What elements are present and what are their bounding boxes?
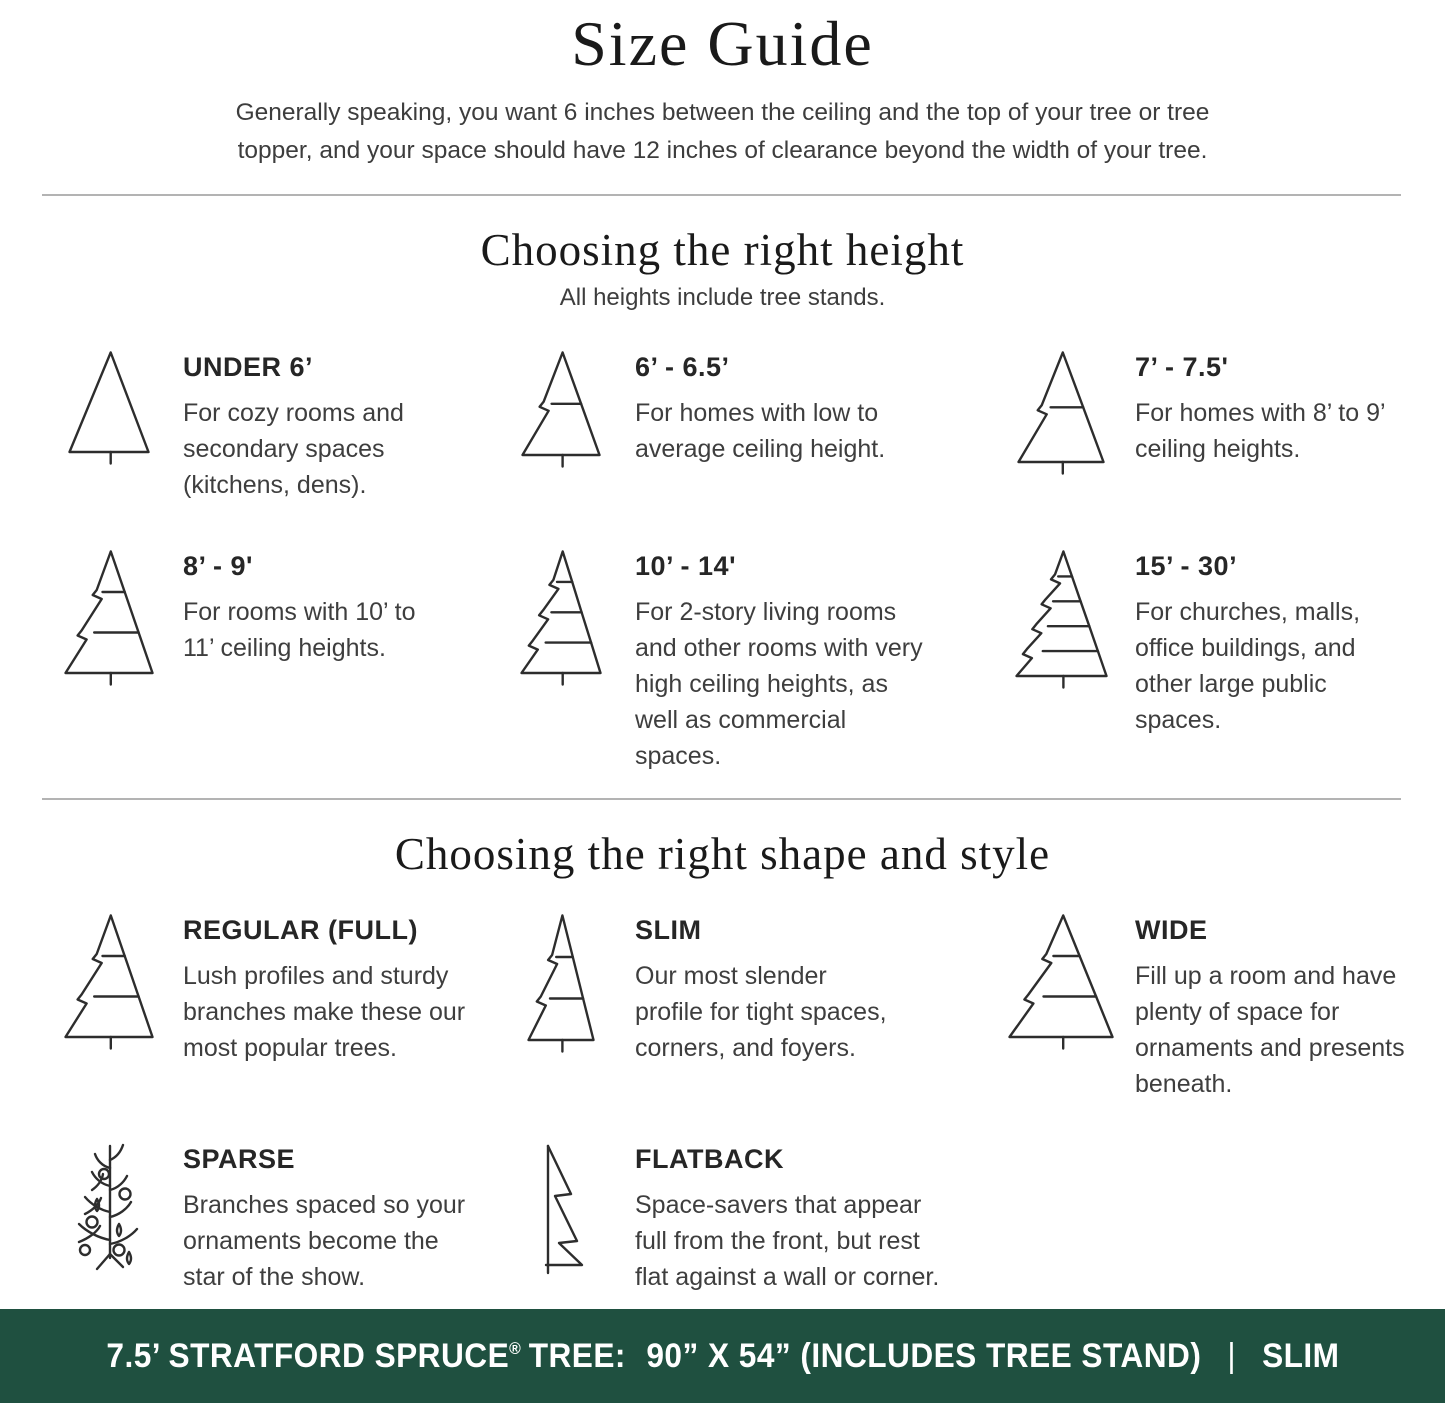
shape-item — [507, 1142, 1007, 1295]
footer-text — [106, 1337, 1339, 1376]
tree-regular-icon — [55, 913, 163, 1050]
height-items-grid — [0, 350, 1445, 774]
item-description: For churches, malls, office buildings, and other large public spaces. — [1135, 597, 1361, 734]
shape-item — [507, 913, 1007, 1102]
footer-tree-label: TREE: — [528, 1336, 626, 1375]
tree-flatback-icon — [507, 1142, 615, 1277]
tree-sparse-icon — [55, 1142, 163, 1277]
item-label: SPARSE — [183, 1144, 296, 1174]
height-item — [55, 350, 507, 503]
item-label: 6’ - 6.5’ — [635, 351, 730, 382]
item-description: Space-savers that appear full from the front, but rest flat against a wall or corner. — [635, 1191, 940, 1291]
item-description: For rooms with 10’ to 11’ ceiling heights. — [183, 597, 416, 662]
page-title: Size Guide — [571, 8, 874, 79]
height-item — [55, 549, 507, 774]
tree-tiers-1-icon — [55, 350, 163, 465]
height-section-heading: Choosing the right height — [480, 225, 965, 275]
section-divider — [42, 194, 1401, 196]
shape-section-heading: Choosing the right shape and style — [394, 828, 1051, 879]
height-section-subheading: All heights include tree stands. — [559, 283, 886, 311]
shape-item — [55, 913, 507, 1102]
section-divider — [42, 798, 1401, 800]
footer-dimensions: 90” X 54” (INCLUDES TREE STAND) — [645, 1336, 1201, 1375]
item-description: For 2-story living rooms and other rooms with very high ceiling heights, as well as commercial spaces. — [635, 597, 923, 770]
item-label: 10’ - 14' — [635, 550, 736, 581]
tree-tiers-2-lg-icon — [1007, 350, 1115, 475]
height-item — [507, 350, 1007, 503]
intro-text: Generally speaking, you want 6 inches between the ceiling and the top of your tree or tree topper, and your space should have 12 inches of clearance beyond the width of your tree. — [235, 99, 1210, 164]
footer-separator: | — [1226, 1336, 1236, 1375]
item-description: For homes with low to average ceiling height. — [635, 398, 886, 463]
tree-tiers-5-icon — [1007, 549, 1115, 689]
tree-slim-icon — [507, 913, 615, 1053]
registered-trademark-symbol: ® — [508, 1338, 521, 1358]
tree-wide-icon — [1007, 913, 1115, 1050]
item-description: Branches spaced so your ornaments become the star of the show. — [183, 1191, 466, 1291]
shape-item — [55, 1142, 507, 1295]
item-label: WIDE — [1135, 915, 1208, 945]
size-guide-page — [0, 8, 1445, 1403]
height-item — [1007, 549, 1427, 774]
footer-style-label: SLIM — [1261, 1336, 1340, 1375]
shape-items-grid — [0, 913, 1445, 1295]
item-label: FLATBACK — [635, 1144, 784, 1174]
item-label: 8’ - 9' — [183, 550, 253, 581]
item-description: Lush profiles and sturdy branches make these our most popular trees. — [183, 962, 466, 1062]
item-description: Fill up a room and have plenty of space for ornaments and presents beneath. — [1135, 962, 1405, 1098]
shape-item — [1007, 913, 1427, 1102]
item-label: REGULAR (FULL) — [183, 915, 418, 945]
height-section — [0, 226, 1445, 774]
item-label: 15’ - 30’ — [1135, 550, 1238, 581]
height-item — [507, 549, 1007, 774]
shape-section — [0, 830, 1445, 1296]
tree-tiers-4-icon — [507, 549, 615, 686]
tree-tiers-3-icon — [55, 549, 163, 686]
tree-tiers-2-icon — [507, 350, 615, 468]
item-label: 7’ - 7.5' — [1135, 351, 1229, 382]
item-label: SLIM — [635, 915, 702, 945]
footer-bar — [0, 1309, 1445, 1403]
item-description: For cozy rooms and secondary spaces (kitchens, dens). — [183, 398, 404, 499]
item-label: UNDER 6’ — [183, 351, 314, 382]
item-description: Our most slender profile for tight spaces, corners, and foyers. — [635, 962, 887, 1062]
footer-product-name: 7.5’ STRATFORD SPRUCE — [105, 1336, 509, 1375]
height-item — [1007, 350, 1427, 503]
item-description: For homes with 8’ to 9’ ceiling heights. — [1135, 398, 1385, 463]
